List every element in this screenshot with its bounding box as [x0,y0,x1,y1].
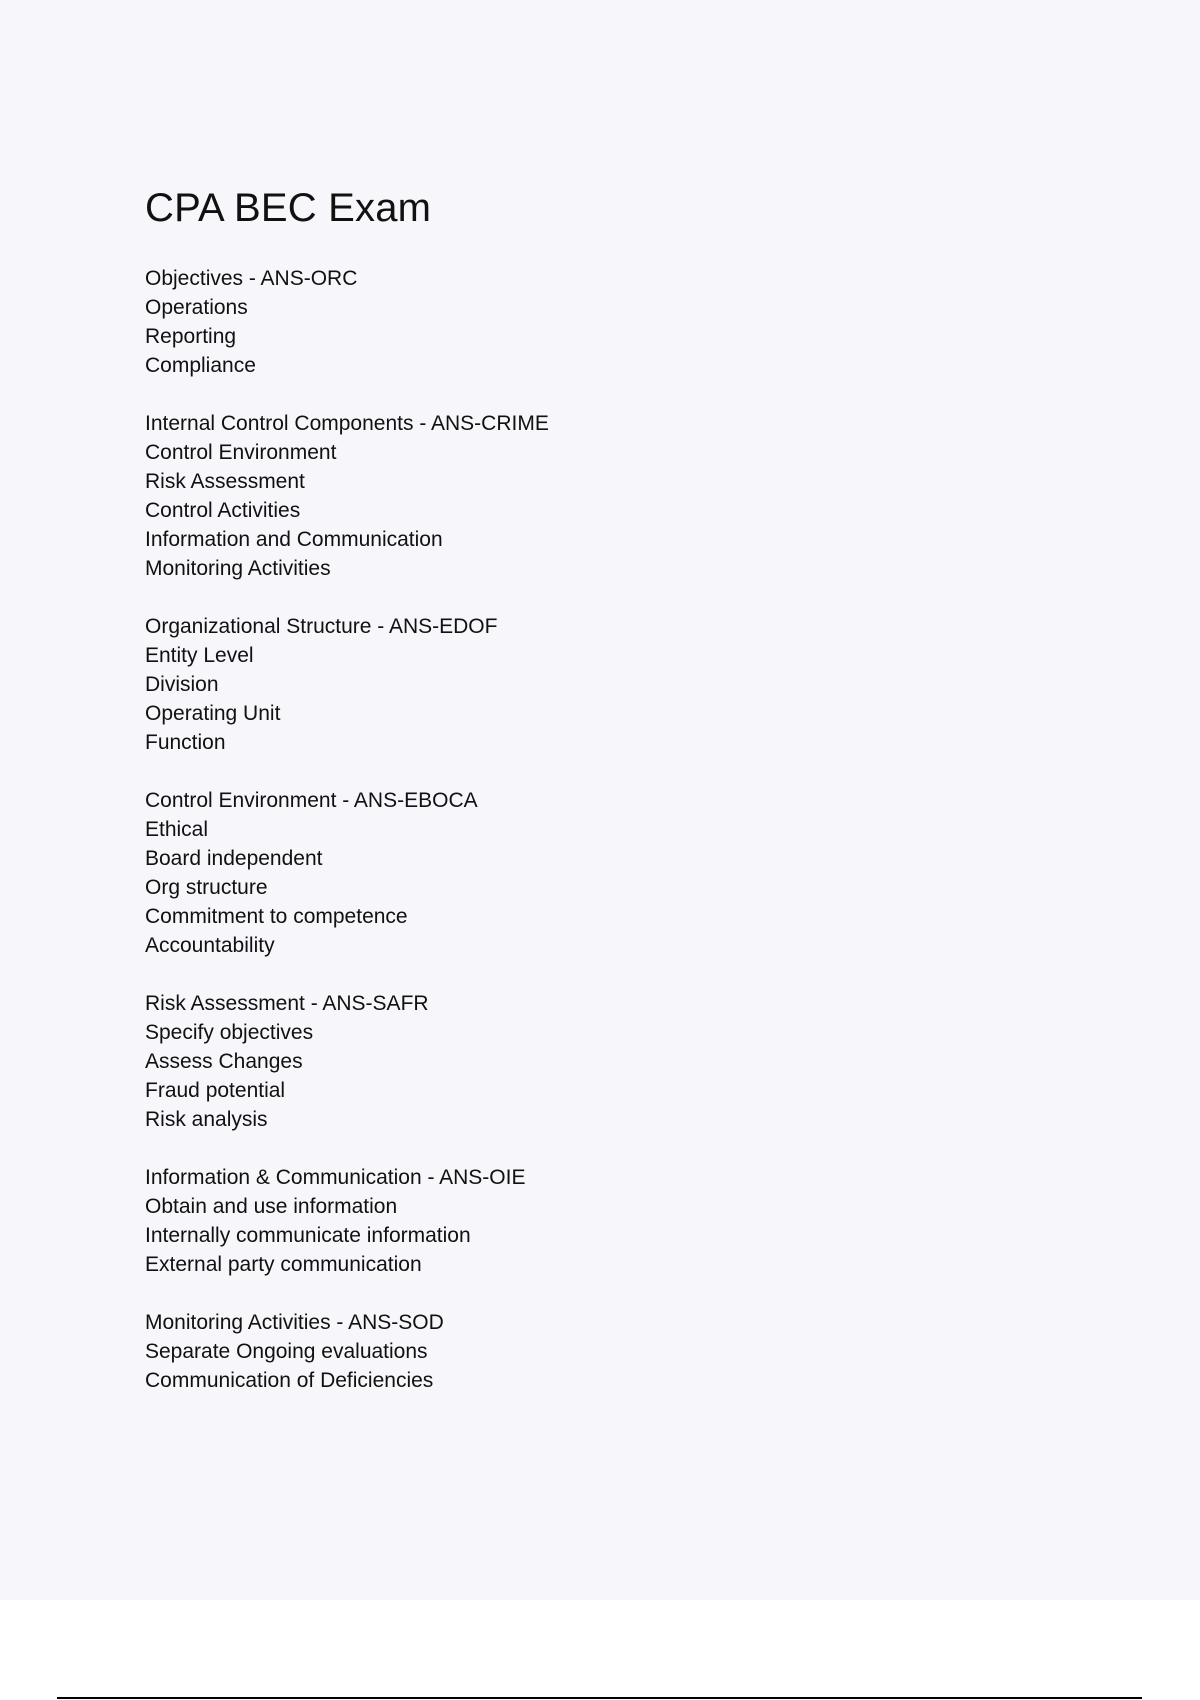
section-item: Separate Ongoing evaluations [145,1340,428,1363]
section-item: Board independent [145,847,323,870]
section-block [145,264,1045,380]
section-heading: Information & Communication - ANS-OIE [145,1166,526,1189]
section-item: Org structure [145,876,268,899]
document-content [145,182,1045,1424]
section-heading: Objectives - ANS-ORC [145,267,358,290]
section-item: Communication of Deficiencies [145,1369,434,1392]
footer-rule [57,1697,1142,1699]
section-block [145,786,1045,960]
section-heading: Organizational Structure - ANS-EDOF [145,615,498,638]
section-block [145,409,1045,583]
section-heading: Risk Assessment - ANS-SAFR [145,992,429,1015]
section-block [145,989,1045,1134]
section-item: Fraud potential [145,1079,286,1102]
document-title: CPA BEC Exam [145,186,432,230]
section-heading: Monitoring Activities - ANS-SOD [145,1311,444,1334]
section-item: Reporting [145,325,237,348]
sections-container [145,264,1045,1395]
section-block [145,612,1045,757]
section-item: Function [145,731,226,754]
section-item: Specify objectives [145,1021,314,1044]
section-item: Information and Communication [145,528,443,551]
section-item: Control Environment [145,441,337,464]
section-item: External party communication [145,1253,422,1276]
section-item: Division [145,673,219,696]
section-item: Assess Changes [145,1050,303,1073]
section-heading: Internal Control Components - ANS-CRIME [145,412,549,435]
section-item: Obtain and use information [145,1195,398,1218]
section-block [145,1308,1045,1395]
section-item: Compliance [145,354,256,377]
section-item: Internally communicate information [145,1224,471,1247]
section-item: Operating Unit [145,702,281,725]
section-item: Accountability [145,934,275,957]
section-item: Ethical [145,818,209,841]
section-item: Risk Assessment [145,470,305,493]
section-heading: Control Environment - ANS-EBOCA [145,789,478,812]
section-item: Monitoring Activities [145,557,331,580]
section-item: Operations [145,296,248,319]
section-block [145,1163,1045,1279]
section-item: Commitment to competence [145,905,408,928]
section-item: Risk analysis [145,1108,268,1131]
section-item: Entity Level [145,644,254,667]
section-item: Control Activities [145,499,301,522]
